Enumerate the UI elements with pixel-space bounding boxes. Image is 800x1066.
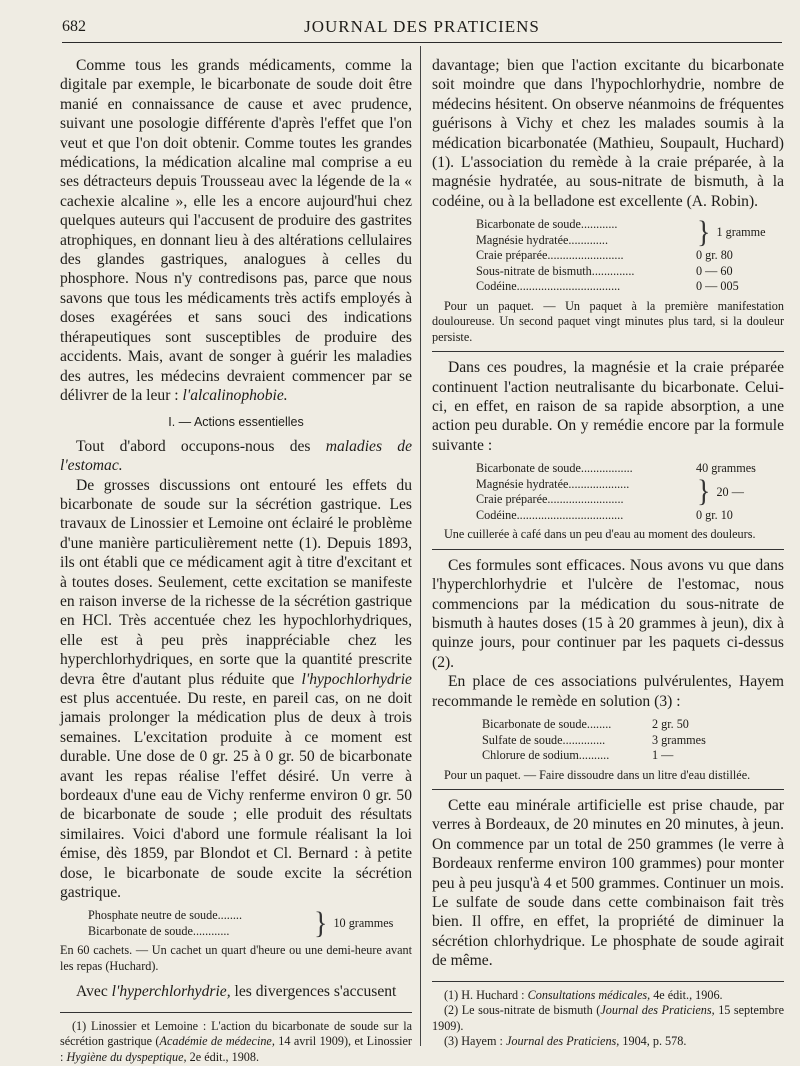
brace: } <box>697 474 711 509</box>
formula-item: Magnésie hydratée.................... <box>476 476 630 491</box>
formula-item: Magnésie hydratée............. <box>476 232 608 247</box>
brace: } <box>697 215 711 250</box>
formula-quantity: 0 — 005 <box>696 279 739 294</box>
prescription-formula <box>88 908 398 939</box>
formula-item: Codéine.................................. <box>476 279 621 294</box>
footnote: (1) Linossier et Lemoine : L'action du bicarbonate de soude sur la sécrétion gastrique (Académie de médecine, 14 avril 1909), et Linossier : Hygiène du dyspeptique, 2e édit., 1908. <box>60 1018 412 1064</box>
paragraph: davantage; bien que l'action excitante du bicarbonate soit moindre que dans l'hypochlorhydrie, nombre de médecins hésitent. On observe néanmoins de fréquentes guérisons à Vichy et chez les malades soumis à la médication bicarbonatée (Mathieu, Soupault, Huchard) (1). L'association du remède à la craie préparée, à la magnésie hydratée, au sous-nitrate de bismuth, à la codéine, ou à la belladone est excellente (A. Robin). <box>432 57 784 210</box>
formula-quantity: 3 grammes <box>652 732 706 747</box>
formula-item: Sous-nitrate de bismuth.............. <box>476 263 635 278</box>
formula-item: Bicarbonate de soude............ <box>88 923 230 938</box>
section-title: I. — Actions essentielles <box>168 415 304 430</box>
formula-item: Bicarbonate de soude............ <box>476 217 618 232</box>
formula-quantity: 2 gr. 50 <box>652 717 689 732</box>
page-header <box>62 14 782 43</box>
right-column <box>432 56 784 1050</box>
formula-note: Une cuillerée à café dans un peu d'eau au moment des douleurs. <box>444 527 756 542</box>
column-divider <box>420 46 421 1046</box>
formula-item: Sulfate de soude.............. <box>482 732 606 747</box>
formula-quantity: 10 grammes <box>333 916 394 931</box>
formula-quantity: 20 — <box>716 484 744 499</box>
footnote-rule <box>60 1012 412 1013</box>
formula-quantity: 0 gr. 80 <box>696 248 733 263</box>
formula-note: En 60 cachets. — Un cachet un quart d'heure ou une demi-heure avant les repas (Huchard). <box>60 943 412 973</box>
divider <box>432 549 784 550</box>
formula-item: Chlorure de sodium.......... <box>482 748 610 763</box>
footnote: (1) H. Huchard : Consultations médicales, 4e édit., 1906. <box>444 987 723 1002</box>
formula-quantity: 0 gr. 10 <box>696 507 733 522</box>
formula-quantity: 40 grammes <box>696 461 756 476</box>
formula-quantity: 1 — <box>652 748 674 763</box>
formula-item: Craie préparée......................... <box>476 248 624 263</box>
brace: } <box>314 906 328 941</box>
running-title: JOURNAL DES PRATICIENS <box>304 17 540 36</box>
formula-note: Pour un paquet. — Un paquet à la première manifestation douloureuse. Un second paquet vingt minutes plus tard, si la douleur persiste. <box>432 298 784 344</box>
paragraph: En place de ces associations pulvérulentes, Hayem recommande le remède en solution (3) : <box>432 673 784 710</box>
formula-note: Pour un paquet. — Faire dissoudre dans un litre d'eau distillée. <box>444 767 751 782</box>
prescription-formula <box>476 217 786 295</box>
formula-item: Phosphate neutre de soude........ <box>88 908 243 923</box>
prescription-formula <box>482 717 742 764</box>
paragraph: Dans ces poudres, la magnésie et la craie préparée continuent l'action neutralisante du bicarbonate. Celui-ci, en effet, en raison de sa rapide absorption, a une action peu durable. On y remédie encore par la formule suivante : <box>432 359 784 454</box>
formula-item: Bicarbonate de soude................. <box>476 461 633 476</box>
left-column <box>60 56 412 1065</box>
formula-quantity: 1 gramme <box>716 225 766 239</box>
footnote: (2) Le sous-nitrate de bismuth (Journal des Praticiens, 15 septembre 1909). <box>432 1003 784 1033</box>
divider <box>432 789 784 790</box>
page-number: 682 <box>62 18 86 35</box>
paragraph: Comme tous les grands médicaments, comme la digitale par exemple, le bicarbonate de soude doit être manié en connaissance de cause et avec prudence, suivant une posologie différente d'après l'effet que l'on veut et que l'on doit obtenir. Comme toutes les grandes médications, la médication alcaline mal comprise a eu ses détracteurs depuis Trousseau avec la légende de la « cachexie alcaline », elle les a encore aujourd'hui chez quelques auteurs qui l'accusent de produire des gastrites atrophiques, en donnant lieu à des altérations cellulaires des glandes gastriques, analogues à celles du phosphore. Nous n'y contredisons pas, parce que nous savons que tous les médicaments très actifs employés à doses exagérées et sans souci des indications thérapeutiques sont susceptibles de produire des accidents. Mais, avant de songer à guérir les maladies des autres, les médecins devraient commencer par se délivrer de la leur : l'alcalinophobie. <box>60 57 412 404</box>
formula-item: Craie préparée......................... <box>476 492 624 507</box>
formula-item: Codéine................................... <box>476 507 624 522</box>
paragraph: De grosses discussions ont entouré les effets du bicarbonate de soude sur la sécrétion gastrique. Les travaux de Linossier et Lemoine ont éclairé le problème d'une manière particulièrement nette (1). Depuis 1893, ils ont établi que ce médicament agit à titre d'excitant et à toutes doses. Seulement, cette excitation se manifeste en raison inverse de la richesse de la sécrétion gastrique en HCl. Très accentuée chez les hypochlorhydriques, elle est à peu près inappréciable chez les hyperchlorhydriques, en sorte que la quantité prescrite devra être d'autant plus réduite que l'hypochlorhydrie est plus accentuée. Du reste, en pareil cas, on ne doit jamais prolonger la médication plus de deux à trois semaines. L'excitation produite à ce moment est durable. Une dose de 0 gr. 25 à 0 gr. 50 de bicarbonate avant les repas réalise l'effet désiré. Un verre à bordeaux d'une eau de Vichy renferme environ 0 gr. 50 de bicarbonate de soude ; elle produit des résultats similaires. Voici d'abord une formule réalisant la loi émise, dès 1859, par Blondot et Cl. Bernard : à petite dose, le bicarbonate de soude excite la sécrétion gastrique. <box>60 476 412 902</box>
paragraph: Avec l'hyperchlorhydrie, les divergences s'accusent <box>76 983 397 1001</box>
footnote-rule <box>432 981 784 982</box>
prescription-formula <box>476 461 786 523</box>
formula-quantity: 0 — 60 <box>696 263 733 278</box>
footnote: (3) Hayem : Journal des Praticiens, 1904, p. 578. <box>444 1034 687 1049</box>
paragraph: Tout d'abord occupons-nous des maladies de l'estomac. <box>60 437 412 475</box>
divider <box>432 351 784 352</box>
formula-item: Bicarbonate de soude........ <box>482 717 612 732</box>
paragraph: Ces formules sont efficaces. Nous avons vu que dans l'hyperchlorhydrie et l'ulcère de l'estomac, nous commencions par la médication du sous-nitrate de bismuth à hautes doses (15 à 20 grammes à jeun), dix à quinze jours, pour continuer par les paquets ci-dessus (2). <box>432 556 784 671</box>
paragraph: Cette eau minérale artificielle est prise chaude, par verres à Bordeaux, de 20 minutes en 20 minutes, à jeun. On commence par un total de 250 grammes (le verre à Bordeaux renferme environ 100 grammes) pour monter peu à peu jusqu'à 4 et 500 grammes. Continuer un mois. Le sulfate de soude dans cette combinaison fait très bien. Il offre, en effet, la propriété de diminuer la sécrétion chlorhydrique. Le phosphate de soude agirait de même. <box>432 797 784 970</box>
